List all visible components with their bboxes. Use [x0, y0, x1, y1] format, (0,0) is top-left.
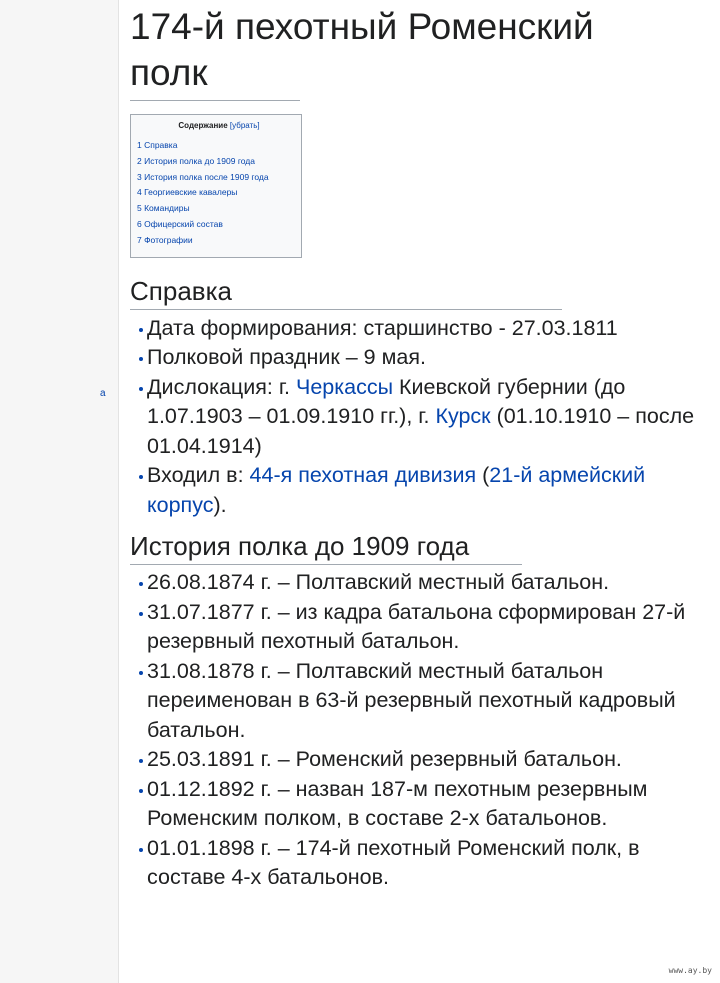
- link-44th-division[interactable]: 44-я пехотная дивизия: [249, 463, 477, 488]
- bullet-icon: [139, 612, 143, 616]
- section-heading-history: История полка до 1909 года: [130, 530, 522, 565]
- toc-item-officers[interactable]: 6 Офицерский состав: [137, 218, 223, 229]
- bullet-icon: [139, 328, 143, 332]
- bullet-icon: [139, 789, 143, 793]
- list-item: [130, 568, 710, 598]
- spravka-list: [130, 314, 710, 521]
- bullet-icon: [139, 357, 143, 361]
- link-kursk[interactable]: Курск: [435, 404, 491, 429]
- bullet-icon: [139, 582, 143, 586]
- toc-list: [137, 138, 301, 249]
- member-text-3: ).: [213, 492, 227, 517]
- sidebar: [0, 0, 119, 983]
- section-heading-spravka: Справка: [130, 275, 562, 310]
- list-item: [130, 834, 710, 893]
- history-item-text: 26.08.1874 г. – Полтавский местный батальон.: [147, 570, 610, 595]
- history-item-text: 31.08.1878 г. – Полтавский местный батальон переименован в 63-й резервный пехотный кадровый батальон.: [147, 658, 676, 742]
- watermark: www.ay.by: [668, 966, 712, 975]
- history-list: [130, 568, 710, 893]
- list-item: [130, 461, 710, 520]
- member-text-1: Входил в:: [147, 463, 250, 488]
- list-item: [130, 775, 710, 834]
- toc-item-history-after-1909[interactable]: 3 История полка после 1909 года: [137, 171, 269, 182]
- member-text-2: (: [476, 463, 490, 488]
- link-21st-corps[interactable]: 21-й армейский корпус: [147, 463, 646, 517]
- toc-item-georgievsky[interactable]: 4 Георгиевские кавалеры: [137, 187, 238, 198]
- list-item: [130, 314, 710, 344]
- title-divider: [130, 100, 300, 101]
- toc-header: [137, 121, 301, 130]
- toc-toggle-link[interactable]: [убрать]: [229, 121, 260, 130]
- dislocation-text-2: Киевской губернии (до 1.07.1903 – 01.09.1910 гг.), г.: [147, 374, 626, 429]
- list-item: [130, 343, 710, 373]
- page-title: 174-й пехотный Роменский полк: [130, 6, 594, 93]
- toc-item-history-before-1909[interactable]: 2 История полка до 1909 года: [137, 155, 255, 166]
- history-item-text: 01.01.1898 г. – 174-й пехотный Роменский полк, в составе 4-х батальонов.: [147, 835, 640, 890]
- dislocation-text-1: Дислокация: г.: [147, 374, 296, 399]
- bullet-icon: [139, 475, 143, 479]
- link-cherkassy[interactable]: Черкассы: [295, 374, 394, 399]
- history-item-text: 25.03.1891 г. – Роменский резервный батальон.: [147, 747, 622, 772]
- bullet-icon: [139, 671, 143, 675]
- bullet-icon: [139, 848, 143, 852]
- list-item: [130, 373, 710, 462]
- article-content: [130, 0, 710, 893]
- table-of-contents: [130, 114, 302, 258]
- bullet-icon: [139, 759, 143, 763]
- history-item-text: 31.07.1877 г. – из кадра батальона сформирован 27-й резервный пехотный батальон.: [147, 599, 686, 654]
- toc-item-spravka[interactable]: 1 Справка: [137, 140, 178, 150]
- history-item-text: 01.12.1892 г. – назван 187-м пехотным резервным Роменским полком, в составе 2-х батальонов.: [147, 776, 648, 831]
- bullet-icon: [139, 387, 143, 391]
- holiday-text: Полковой праздник – 9 мая.: [147, 345, 426, 370]
- list-item: [130, 598, 710, 657]
- dislocation-text-3: (01.10.1910 – после 01.04.1914): [147, 404, 695, 458]
- toc-item-commanders[interactable]: 5 Командиры: [137, 203, 190, 214]
- toc-title: Содержание: [178, 121, 228, 130]
- list-item: [130, 745, 710, 775]
- sidebar-mark[interactable]: a: [100, 388, 106, 399]
- toc-item-photos[interactable]: 7 Фотографии: [137, 234, 193, 245]
- list-item: [130, 657, 710, 746]
- formation-text: Дата формирования: старшинство - 27.03.1811: [147, 315, 618, 340]
